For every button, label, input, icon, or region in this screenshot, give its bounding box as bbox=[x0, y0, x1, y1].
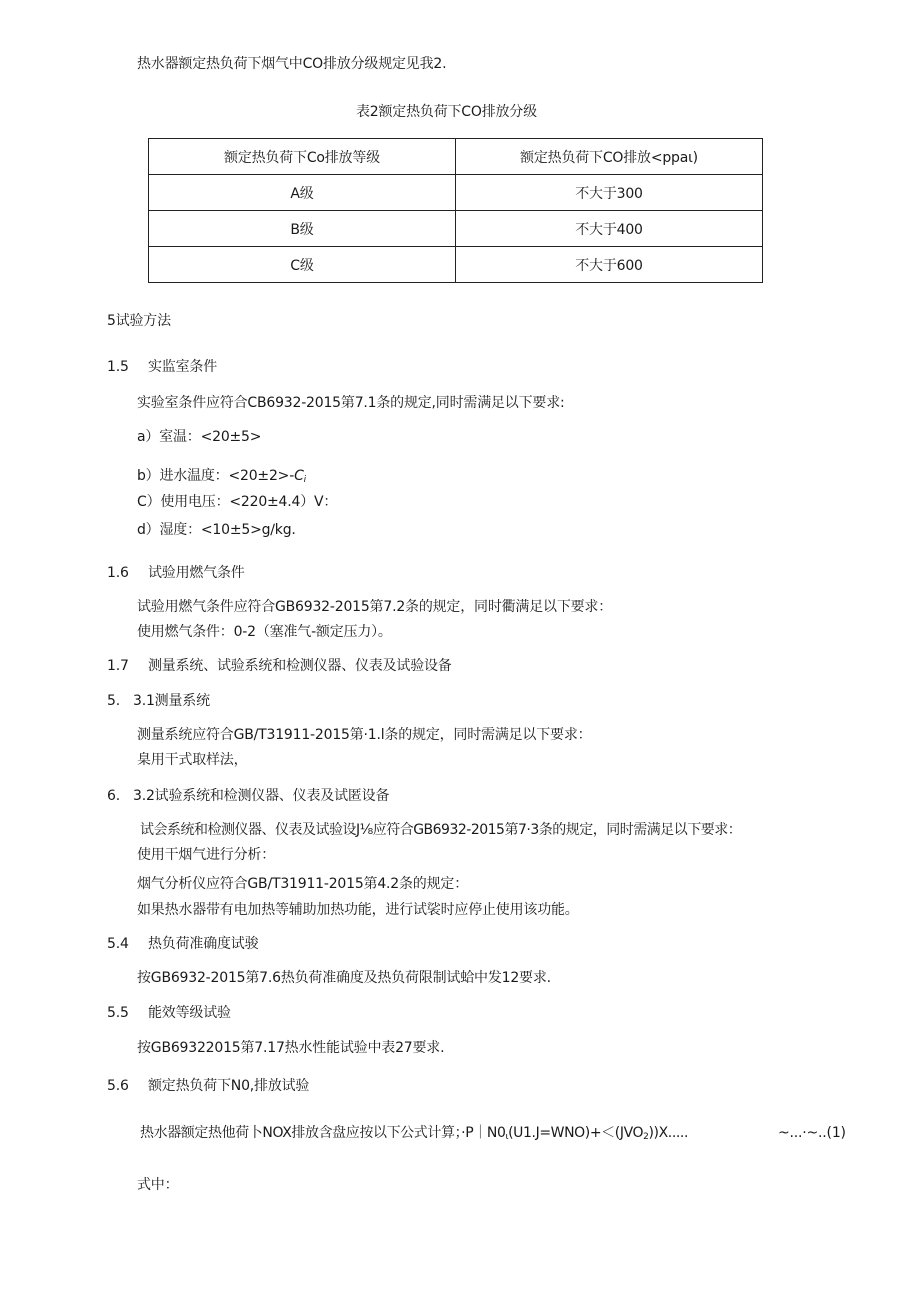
paragraph: 使用干烟气进行分析： bbox=[137, 847, 275, 863]
formula-text: 热水器额定热他荷卜NOX排放含盘应按以下公式计算；·P｜N0 bbox=[140, 1125, 506, 1141]
formula-number: ~...·~..(1) bbox=[778, 1125, 846, 1141]
table-row bbox=[149, 175, 763, 211]
table-cell: 不大于300 bbox=[456, 175, 763, 211]
table-cell: C级 bbox=[149, 247, 456, 283]
list-item: d）湿度：<10±5>g∕kg. bbox=[137, 522, 296, 538]
paragraph: 测量系统应符合GB/T31911-2015第·1.l条的规定，同时需满足以下要求： bbox=[137, 727, 592, 743]
table-row bbox=[149, 211, 763, 247]
paragraph: 按GB6932-2015第7.6热负荷准确度及热负荷限制试蛤中发12要求. bbox=[137, 970, 551, 986]
section-title: 3.1测量系统 bbox=[133, 693, 210, 709]
section-title: 3.2试验系统和检测仪器、仪表及试匿设备 bbox=[133, 788, 390, 804]
table-cell: 不大于600 bbox=[456, 247, 763, 283]
section-title: 热负荷准确度试骏 bbox=[148, 936, 259, 952]
formula-subscript: ι bbox=[505, 1132, 509, 1142]
list-item: a）室温：<20±5> bbox=[137, 429, 262, 445]
section-number: 5.6 bbox=[107, 1078, 129, 1094]
section-number: 5.4 bbox=[107, 936, 129, 952]
formula-text: ))X..... bbox=[648, 1125, 689, 1141]
section-title: 能效等级试验 bbox=[148, 1005, 231, 1021]
paragraph: 式中： bbox=[137, 1177, 179, 1193]
formula-line bbox=[140, 1123, 688, 1147]
list-item-text: b）进水温度：<20±2>- bbox=[137, 468, 295, 484]
section-title: 额定热负荷下N0,排放试验 bbox=[148, 1078, 310, 1094]
section-number: 5.5 bbox=[107, 1005, 129, 1021]
table-cell: B级 bbox=[149, 211, 456, 247]
paragraph: 使用燃气条件：0-2（塞准气-额定压力）。 bbox=[137, 624, 392, 640]
section-number: 6. bbox=[107, 788, 120, 804]
table-row bbox=[149, 247, 763, 283]
table-header-cell: 额定热负荷下CO排放<ppaι) bbox=[456, 139, 763, 175]
paragraph: 实验室条件应符合CB6932-2015第7.1条的规定,同时需满足以下要求: bbox=[137, 395, 565, 411]
formula-subscript: 2 bbox=[643, 1132, 649, 1142]
paragraph: 试验用燃气条件应符合GB6932-2015第7.2条的规定，同时衢满足以下要求： bbox=[137, 599, 613, 615]
table-cell: 不大于400 bbox=[456, 211, 763, 247]
section-number: 1.5 bbox=[107, 359, 129, 375]
table-header-cell: 额定热负荷下Co排放等级 bbox=[149, 139, 456, 175]
table-header-row bbox=[149, 139, 763, 175]
table-caption: 表2额定热负荷下CO排放分级 bbox=[356, 104, 537, 120]
paragraph: 如果热水器带有电加热等辅助加热功能，进行试裟时应停止使用该功能。 bbox=[137, 902, 579, 918]
paragraph: 臬用干式取样法， bbox=[137, 752, 248, 768]
section-title: 试验用燃气条件 bbox=[148, 565, 245, 581]
section-heading: 5试验方法 bbox=[107, 313, 171, 329]
list-item: C）使用电压：<220±4.4）V： bbox=[137, 494, 338, 510]
table-cell: A级 bbox=[149, 175, 456, 211]
list-item bbox=[137, 466, 306, 490]
intro-paragraph: 热水器额定热负荷下烟气中CO排放分级规定见我2. bbox=[137, 56, 447, 72]
section-number: 1.6 bbox=[107, 565, 129, 581]
paragraph: 烟气分析仪应符合GB/T31911-2015第4.2条的规定： bbox=[137, 876, 469, 892]
section-number: 5. bbox=[107, 693, 120, 709]
unit-symbol: C bbox=[294, 468, 304, 484]
formula-text: (U1.J=WNO)+＜(JVO bbox=[508, 1125, 644, 1141]
unit-subscript: i bbox=[303, 475, 306, 485]
section-title: 实监室条件 bbox=[148, 359, 217, 375]
section-number: 1.7 bbox=[107, 658, 129, 674]
co-emission-table bbox=[148, 138, 763, 283]
section-title: 测量系统、试验系统和检测仪器、仪表及试验设备 bbox=[148, 658, 452, 674]
paragraph: 按GB69322015第7.17热水性能试验中表27要求. bbox=[137, 1040, 445, 1056]
paragraph: 试会系统和检测仪器、仪表及试验设J⅛应符合GB6932-2015第7·3条的规定，同时需满足以下要求： bbox=[140, 822, 742, 838]
